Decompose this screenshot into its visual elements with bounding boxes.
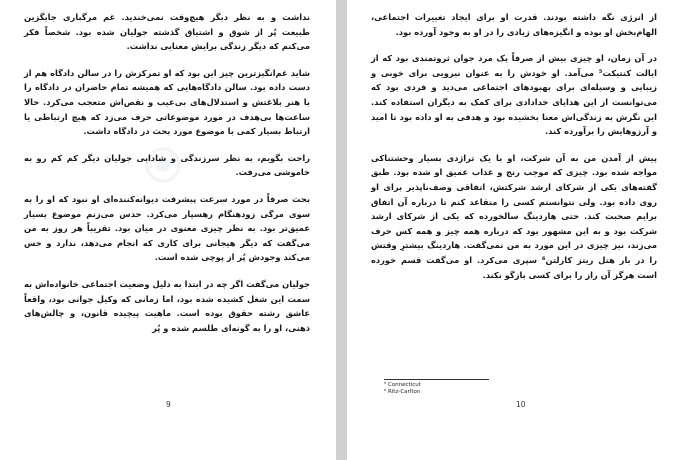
paragraph: جولیان می‌گفت اگر چه در ابتدا به دلیل وضعیت اجتماعی خانواده‌اش به سمت این شغل کشیده شده بود، اما زمانی که وکیل جوانی بود، واقعاً عاشق رشته حقوق بوده است. ماهیت پیچیده قانون، و چالش‌های ذهنی، او را به گونه‌ای طلسم شده و پُر [24, 278, 310, 333]
page-right [347, 0, 683, 460]
paragraph: پیش از آمدن من به آن شرکت، او با یک تراژدی بسیار وحشتناکی مواجه شده بود. چیزی که موجب رنج و عذاب عمیق او شده بود. طبق گفته‌های یکی از شرکای ارشد شرکتش، اتفاقی وصف‌ناپذیر برای او روی داده بود. ولی نتوانستم کسی را متقاعد کنم تا درباره آن اتفاق برایم صحبت کند. حتی هاردینگ سالخورده که یکی از شرکای ارشد شرکت بود و به این مشهور بود که درباره همه چیز و همه کس حرف می‌زند، نیز چیزی در این مورد به من نمی‌گفت. هاردینگ بیشترِ وقتش را در بار هتل ریتز کارلتن⁶ سپری می‌کرد. او می‌گفت قسم خورده است هرگز آن راز را برای کسی بازگو نکند. [371, 152, 657, 280]
paragraph: راحت بگویم، به نظر سرزندگی و شادابی جولیان دیگر کم کم رو به خاموشی می‌رفت. [24, 152, 310, 178]
paragraph: بحث صرفاً در مورد سرعت پیشرفت دیوانه‌کننده‌ای او نبود که او را به سوی مرگی زودهنگام رهسپار می‌کرد. حدس می‌زنم موضوع بسیار عمیق‌تر بود. به نظر چیزی معنوی در میان بود. تقریباً هر روز به من می‌گفت که دیگر هیجانی برای کاری که انجام می‌دهد، ندارد و حس می‌کند وجودش پُر از پوچی شده است. [24, 193, 310, 263]
page-number: 9 [166, 400, 171, 409]
paragraph: از انرژی نگه داشته بودند. قدرت او برای ایجاد تغییرات اجتماعی، الهام‌بخش او بوده و انگیزه‌های زیادی را در او به وجود آورده بود. [371, 12, 657, 37]
paragraph: در آن زمان، او چیزی بیش از صرفاً یک مرد جوان ثروتمندی بود که از ایالت کنتیکت⁵ می‌آمد. او خودش را به عنوان نیرویی برای خوبی و زیبایی و وسیله‌ای برای بهبودهای اجتماعی می‌دید و فردی بود که می‌توانست از این هدایای خدادادی برای کمک به دیگران استفاده کند. این نگرش به زندگی‌اش معنا بخشیده بود و هدفی به او داده بود تا امید و آرزوهایش را برآورده کند. [371, 53, 657, 137]
page-right-body [371, 10, 657, 294]
paragraph: نداشت و به نظر دیگر هیچ‌وقت نمی‌خندید. غم مرگباری جایگزین طبیعت پُر از شوق و اشتیاق گذشته جولیان شده بود. شخصاً فکر می‌کنم که دیگر زندگی برایش معنایی نداشت. [24, 12, 310, 52]
page-gutter [336, 0, 347, 460]
footnotes [384, 382, 421, 396]
footnote-divider [384, 379, 489, 380]
page-left-body [24, 10, 310, 347]
page-number: 10 [516, 400, 526, 409]
footnote: ⁶ Ritz-Carlton [384, 389, 421, 395]
page-left [0, 0, 336, 460]
footnote: ⁵ Connecticut [384, 382, 421, 388]
paragraph: شاید غم‌انگیزترین چیز این بود که او تمرکزش را در سالن دادگاه هم از دست داده بود. سالن دادگاه‌هایی که همیشه تمام حاضران در دادگاه را با هنر بلاغتش و استدلال‌های بی‌عیب و نقص‌اش متعجب می‌کرد. حالا ساعت‌ها بی‌هدف در مورد موضوعاتی حرف می‌زد که هیچ ارتباطی یا ارتباط بسیار کمی با موضوع مورد بحث در دادگاه داشت. [24, 67, 310, 137]
